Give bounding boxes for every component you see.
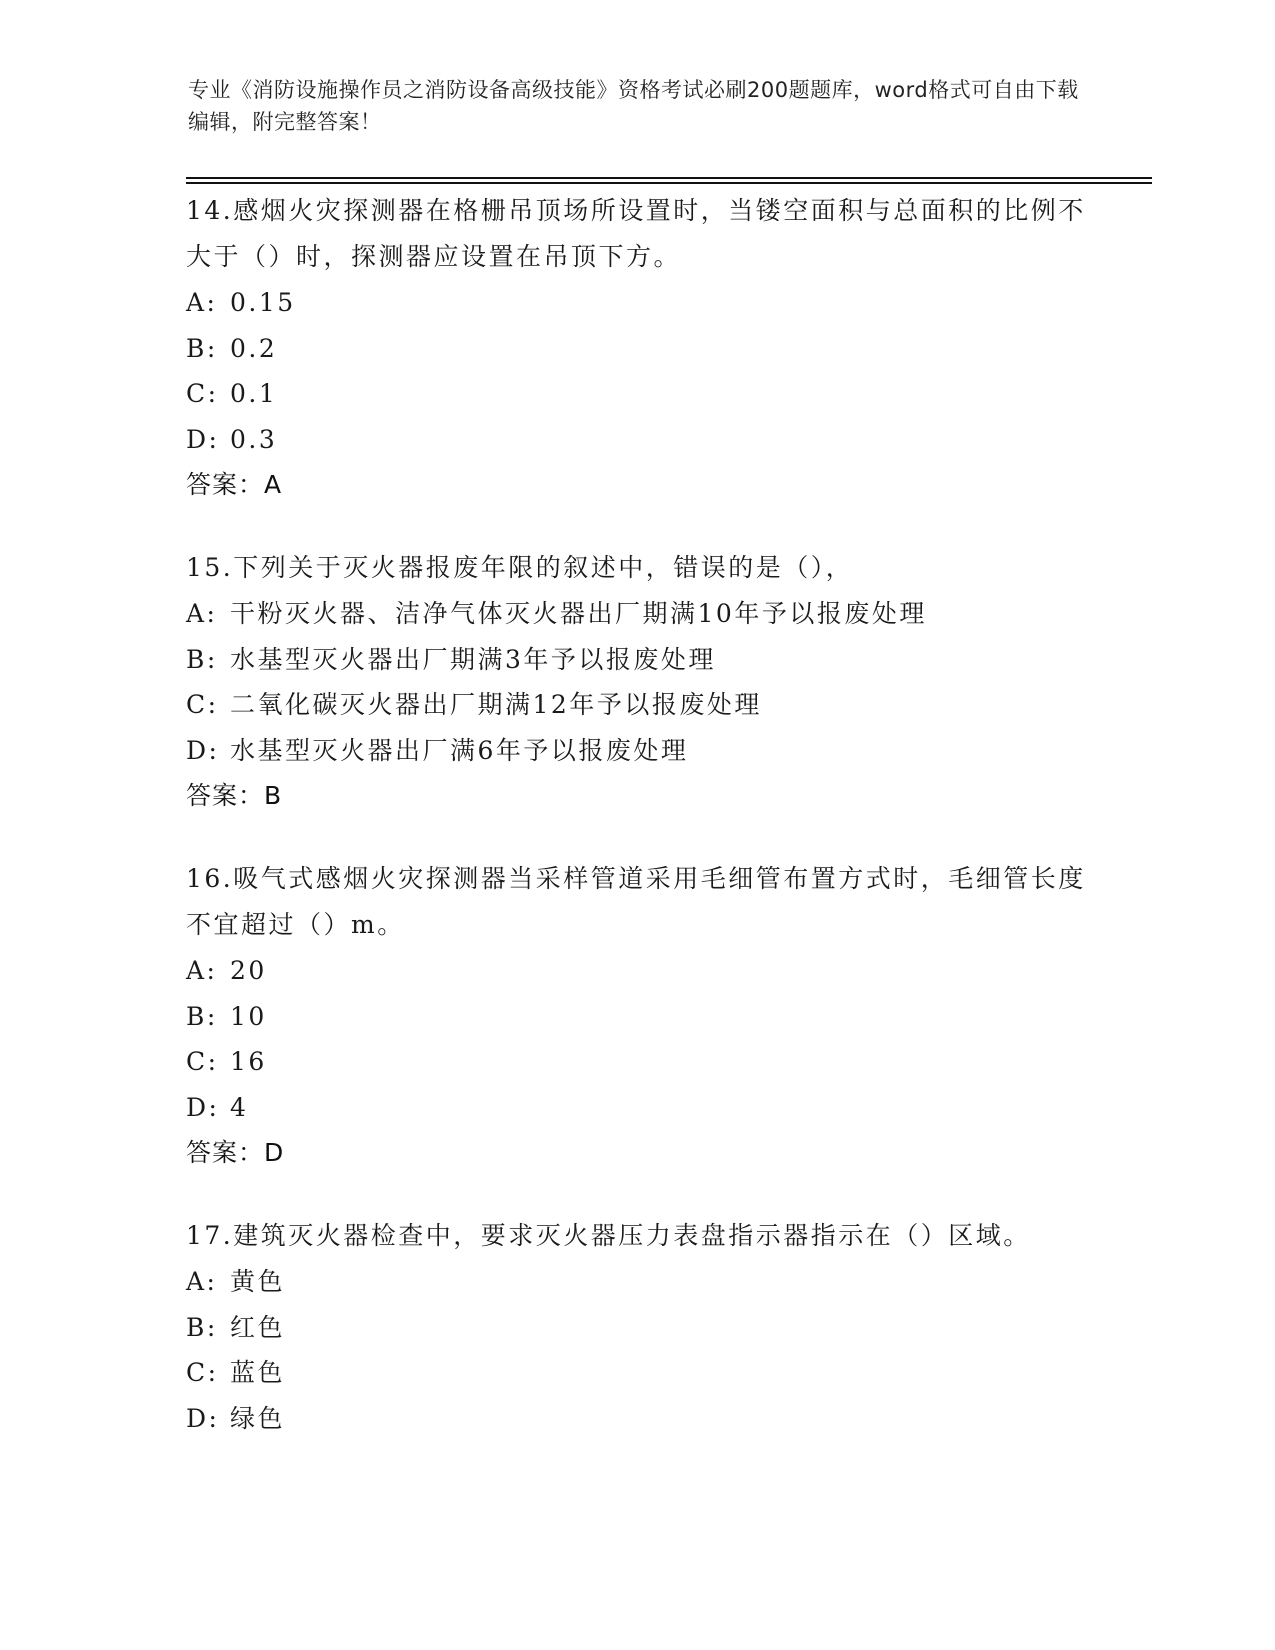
question-stem: 15.下列关于灭火器报废年限的叙述中，错误的是（）， [186, 553, 854, 582]
option-text: 10 [230, 1001, 267, 1031]
option-letter: B: [186, 1001, 218, 1031]
option-letter: D: [186, 1092, 220, 1122]
option-letter: B: [186, 644, 218, 674]
option-text: 0.15 [230, 288, 296, 317]
option-letter: A: [186, 1267, 218, 1296]
option-d [186, 728, 1086, 774]
option-letter: C: [186, 1358, 219, 1387]
option-text: 20 [230, 956, 267, 985]
option-letter: B: [186, 333, 218, 363]
option-b [186, 326, 1086, 372]
answer-line: 答案：A [186, 470, 283, 499]
option-letter: A: [186, 599, 218, 628]
option-letter: A: [186, 956, 218, 985]
option-d [186, 1396, 1086, 1442]
option-letter: B: [186, 1312, 218, 1342]
option-text: 水基型灭火器出厂期满3年予以报废处理 [230, 644, 716, 674]
option-text: 0.3 [230, 424, 278, 454]
option-b [186, 637, 1086, 683]
option-d [186, 1085, 1086, 1131]
option-text: 干粉灭火器、洁净气体灭火器出厂期满10年予以报废处理 [230, 599, 927, 628]
option-a [186, 591, 1086, 637]
option-text: 绿色 [230, 1403, 286, 1433]
question-16 [186, 856, 1086, 1175]
option-a [186, 1259, 1086, 1305]
question-15 [186, 545, 1086, 818]
option-text: 0.1 [230, 379, 278, 408]
header-divider-top [186, 177, 1152, 179]
option-letter: A: [186, 288, 218, 317]
option-c [186, 371, 1086, 417]
option-text: 16 [230, 1047, 267, 1076]
option-text: 黄色 [230, 1267, 286, 1296]
option-text: 红色 [230, 1312, 286, 1342]
option-letter: D: [186, 424, 220, 454]
question-stem: 17.建筑灭火器检查中，要求灭火器压力表盘指示器指示在（）区域。 [186, 1221, 1031, 1250]
option-text: 0.2 [230, 333, 278, 363]
question-stem: 14.感烟火灾探测器在格栅吊顶场所设置时，当镂空面积与总面积的比例不大于（）时，探测器应设置在吊顶下方。 [186, 196, 1086, 271]
header-divider-bottom [186, 182, 1152, 184]
option-text: 水基型灭火器出厂满6年予以报废处理 [230, 735, 689, 765]
question-17 [186, 1213, 1086, 1441]
question-stem: 16.吸气式感烟火灾探测器当采样管道采用毛细管布置方式时，毛细管长度不宜超过（）m。 [186, 864, 1086, 939]
option-b [186, 1305, 1086, 1351]
document-header: 专业《消防设施操作员之消防设备高级技能》资格考试必刷200题题库，word格式可自由下载编辑，附完整答案！ [188, 78, 1079, 134]
option-letter: C: [186, 690, 219, 719]
option-letter: C: [186, 1047, 219, 1076]
answer-line: 答案：B [186, 781, 283, 810]
option-b [186, 994, 1086, 1040]
option-letter: D: [186, 735, 220, 765]
option-a [186, 948, 1086, 994]
option-c [186, 682, 1086, 728]
option-d [186, 417, 1086, 463]
option-a [186, 280, 1086, 326]
option-text: 4 [230, 1092, 249, 1122]
option-c [186, 1350, 1086, 1396]
answer-line: 答案：D [186, 1138, 285, 1167]
question-list [186, 188, 1086, 1479]
option-text: 蓝色 [230, 1358, 286, 1387]
option-letter: C: [186, 379, 219, 408]
question-14 [186, 188, 1086, 507]
option-text: 二氧化碳灭火器出厂期满12年予以报废处理 [230, 690, 762, 719]
option-letter: D: [186, 1403, 220, 1433]
option-c [186, 1039, 1086, 1085]
